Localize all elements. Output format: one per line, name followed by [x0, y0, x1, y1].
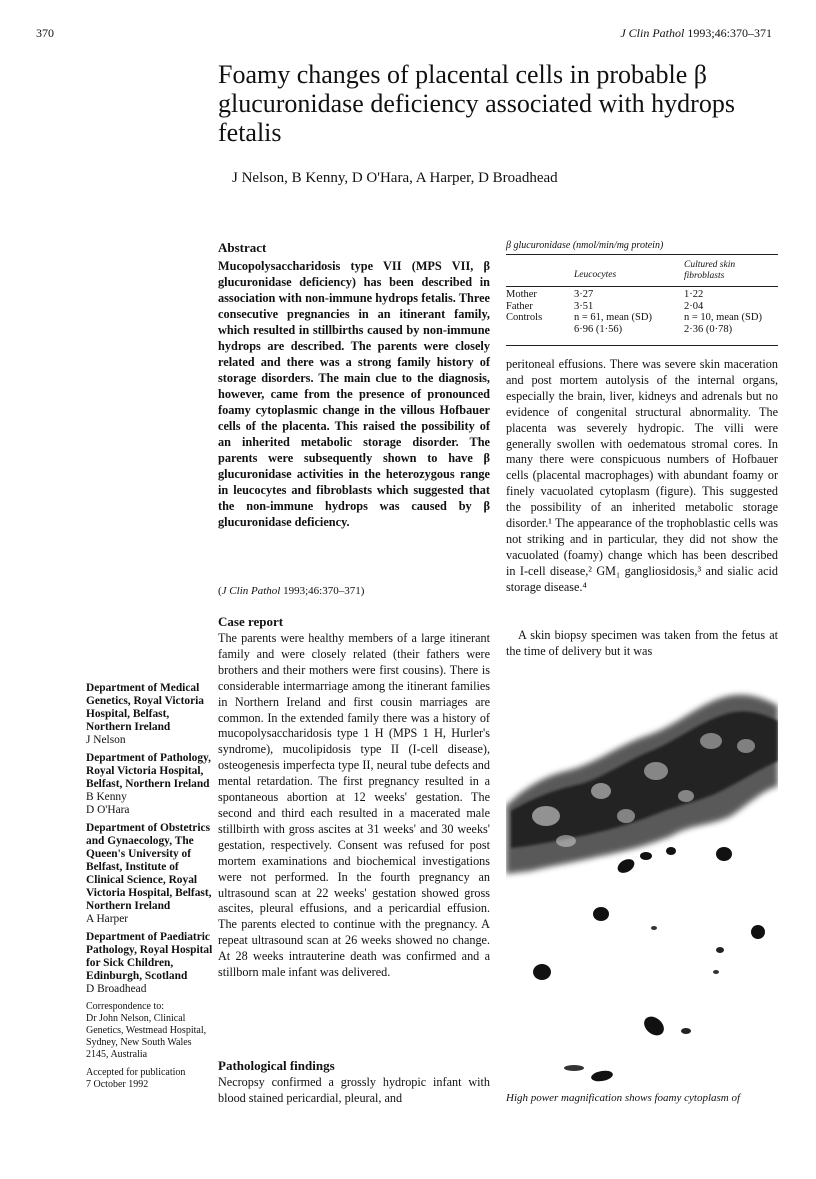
citation-ref: 1993;46:370–371) [280, 585, 365, 597]
table-row [506, 312, 778, 324]
nucleus [713, 970, 719, 974]
nucleus [533, 964, 551, 980]
affiliation-institution: Department of Pathology, Royal Victoria Hospital, Belfast, Northern Ireland [86, 752, 211, 790]
micrograph-figure [506, 676, 778, 1088]
cell-fibroblasts: n = 10, mean (SD) [684, 312, 762, 323]
citation: (J Clin Pathol 1993;46:370–371) [218, 585, 365, 597]
table-row [506, 301, 778, 313]
journal-name: J Clin Pathol [620, 26, 685, 40]
table-body [506, 289, 778, 335]
table-rule-mid [506, 286, 778, 287]
case-report-heading: Case report [218, 614, 284, 629]
pathology-continued-text: peritoneal effusions. There was severe skin maceration and post mortem autolysis of the internal organs, especially the brain, liver, kidneys and adrenals but no evidence of congenital structural abnormality. The placenta was severely hydropic. The villi were generally swollen with oedematous stromal cores. In many there were conspicuous numbers of Hofbauer cells (placental macrophages) with abundant foamy or finely vacuolated cytoplasm (figure). This suggested the possibility of an inherited metabolic storage disorder.¹ The appearance of the trophoblastic cells was not striking and in particular, they did not show the vacuolated (foamy) change which has been described in I-cell disease,² GM₁ gangliosidosis,³ and sialic acid storage disease.⁴ [506, 357, 778, 594]
cell-leucocytes: 3·51 [574, 300, 594, 312]
vacuole [556, 835, 576, 847]
affiliation-names: D Broadhead [86, 983, 147, 995]
cell-leucocytes: n = 61, mean (SD) [574, 312, 652, 323]
vacuole [678, 790, 694, 802]
affiliation [86, 931, 216, 996]
table-rule-bottom [506, 345, 778, 346]
table-header [506, 258, 778, 284]
figure-caption: High power magnification shows foamy cytoplasm of [506, 1092, 741, 1104]
accepted-date: Accepted for publication 7 October 1992 [86, 1067, 186, 1090]
table-rule-top [506, 254, 778, 255]
affiliation-names: J Nelson [86, 734, 126, 746]
running-head [620, 26, 772, 41]
pathological-findings-text: Necropsy confirmed a grossly hydropic infant with blood stained pericardial, pleural, and [218, 1075, 490, 1105]
affiliation-institution: Department of Obstetrics and Gynaecology, The Queen's University of Belfast, Institute of Clinical Science, Royal Victoria Hospital, Belfast, Northern Ireland [86, 822, 212, 912]
row-label: Mother [506, 289, 537, 300]
nucleus [564, 1065, 584, 1071]
affiliations-sidebar [86, 682, 216, 1091]
row-label: Controls [506, 312, 543, 323]
column-header-leucocytes: Leucocytes [574, 270, 617, 280]
cell-leucocytes: 6·96 (1·56) [574, 323, 623, 335]
affiliation-institution: Department of Paediatric Pathology, Royal Hospital for Sick Children, Edinburgh, Scotland [86, 931, 213, 982]
nucleus [593, 907, 609, 921]
pathological-findings-heading: Pathological findings [218, 1058, 335, 1073]
nucleus [751, 925, 765, 939]
nucleus [666, 847, 676, 855]
page-number: 370 [36, 26, 54, 40]
affiliation [86, 822, 216, 926]
abstract-heading: Abstract [218, 240, 267, 255]
affiliation-institution: Department of Medical Genetics, Royal Victoria Hospital, Belfast, Northern Ireland [86, 682, 204, 733]
correspondence: Correspondence to: Dr John Nelson, Clinical Genetics, Westmead Hospital, Sydney, New South Wales 2145, Australia [86, 1001, 207, 1060]
affiliation-names: B Kenny D O'Hara [86, 791, 130, 816]
affiliation [86, 752, 216, 817]
cell-leucocytes: 3·27 [574, 289, 594, 300]
table-row [506, 289, 778, 301]
vacuole [591, 783, 611, 799]
vacuole [644, 762, 668, 780]
article-title: Foamy changes of placental cells in probable β glucuronidase deficiency associated with hydrops fetalis [218, 60, 735, 147]
column-header-fibroblasts: Cultured skin fibroblasts [684, 260, 736, 281]
skin-biopsy-text: A skin biopsy specimen was taken from the fetus at the time of delivery but it was [506, 628, 778, 658]
vacuole [737, 739, 755, 753]
row-label: Father [506, 300, 533, 312]
nucleus [716, 847, 732, 861]
abstract-text: Mucopolysaccharidosis type VII (MPS VII, β glucuronidase deficiency) has been described in association with non-immune hydrops fetalis. Three consecutive pregnancies in an itinerant family, which resulted in stillbirths caused by non-immune hydrops are described. The parents were closely related and there was a strong family history of storage disorders. The main clue to the diagnosis, however, came from the presence of pronounced foamy cytoplasmic change in the villous Hofbauer cells of the placenta. This raised the possibility of an inherited metabolic storage disorder. The parents were subsequently shown to have β glucuronidase activities in the heterozygous range in leucocytes and fibroblasts which suggested that the non-immune hydrops was caused by β glucuronidase deficiency. [218, 259, 490, 529]
citation-journal: J Clin Pathol [221, 585, 281, 597]
nucleus [716, 947, 724, 953]
journal-volume: 1993;46:370–371 [687, 26, 772, 40]
nucleus [681, 1028, 691, 1034]
cell-fibroblasts: 2·36 (0·78) [684, 323, 733, 335]
nucleus [640, 852, 652, 860]
author-line: J Nelson, B Kenny, D O'Hara, A Harper, D Broadhead [232, 170, 558, 186]
nucleus [651, 926, 657, 930]
case-report-text: The parents were healthy members of a large itinerant family and were closely related (their fathers were brothers and their mothers were first cousins). There is considerable intermarriage among the itinerant families in Northern Ireland and first cousin marriages are common. In the extended family there was a history of mucopolysaccharidosis type 1 H (MPS 1 H, Hurler's syndrome), mucolipidosis type II (I-cell disease), osteogenesis imperfecta type II, neural tube defects and mental retardation. The first pregnancy resulted in a spontaneous abortion at 12 weeks' gestation. The second and third each resulted in a macerated male stillbirth with gross ascites at 31 weeks' and 30 weeks' gestation, respectively. Consent was refused for post mortem examinations and biochemical investigations were not performed. In the fourth pregnancy an ultrasound scan at 22 weeks' gestation showed gross ascites, pleural effusions, and a pericardial effusion. The parents elected to continue with the pregnancy. A repeat ultrasound scan at 26 weeks showed no change. At 28 weeks intrauterine death was confirmed and a stillborn male infant was delivered. [218, 631, 490, 980]
cell-fibroblasts: 1·22 [684, 289, 704, 300]
affiliation [86, 682, 216, 747]
vacuole [617, 809, 635, 823]
table-caption: β glucuronidase (nmol/min/mg protein) [506, 240, 664, 251]
abstract [218, 240, 490, 530]
vacuole [700, 733, 722, 749]
table-row [506, 324, 778, 336]
vacuole [532, 806, 560, 826]
affiliation-names: A Harper [86, 913, 129, 925]
cell-fibroblasts: 2·04 [684, 300, 704, 312]
